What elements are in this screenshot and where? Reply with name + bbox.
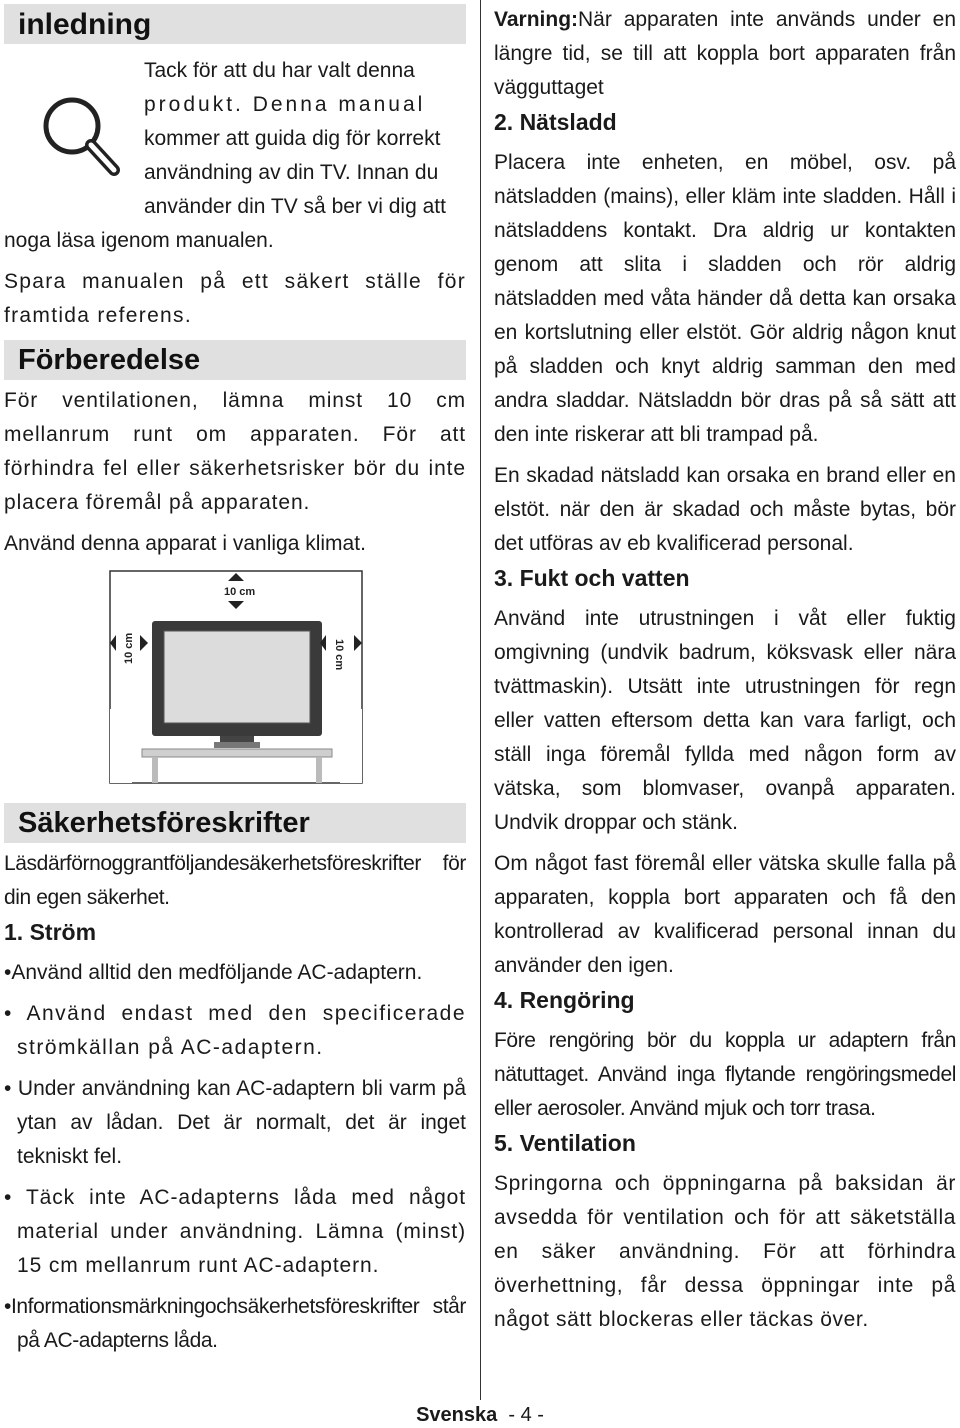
magnifier-icon (36, 90, 126, 180)
power-bullet-1: •Använd alltid den medföljande AC-adaptern. (4, 961, 423, 984)
left-column (4, 0, 466, 1358)
cord-text-1: Placera inte enheten, en möbel, osv. på nätsladden (mains), eller kläm inte sladden. Håll i nätsladdens kontakt. Dra aldrig ur kontakten genom att slita i sladden och rör aldrig nätsladden med våta händer då detta kan orsaka en kortslutning eller elstöt. Gör aldrig någon knut på sladden och knyt aldrig samman den med andra sladdar. Nätsladdn bör dras på så sätt att den inte riskerar att bli trampad på. (494, 151, 956, 446)
diagram-label-right: 10 cm (333, 639, 345, 671)
intro-line-5: använder din TV så ber vi dig att (144, 195, 446, 218)
ventilation-diagram (108, 569, 368, 789)
water-text-1: Använd inte utrustningen i våt eller fuktig omgivning (undvik badrum, köksvask eller nära tvättmaskin). Utsätt inte utrustningen för regn eller vatten eftersom detta kan vara farligt, och ställ inga föremål fyllda med någon form av vätska, som blomvaser, ovanpå apparaten. Undvik droppar och stänk. (494, 607, 956, 834)
intro-save: Spara manualen på ett säkert ställe för framtida referens. (4, 270, 466, 327)
column-divider (480, 0, 481, 1400)
power-bullet-4: • Täck inte AC-adapterns låda med något material under användning. Lämna (minst) 15 cm mellanrum runt AC-adaptern. (4, 1186, 466, 1277)
warning-paragraph (494, 3, 956, 105)
power-bullet-3: • Under användning kan AC-adaptern bli varm på ytan av lådan. Det är normalt, det är inget tekniskt fel. (4, 1077, 466, 1168)
intro-heading: inledning (4, 4, 466, 44)
footer-page-number: - 4 - (508, 1404, 544, 1426)
safety-intro: Läsdärförnoggrantföljandesäkerhetsföreskrifter för din egen säkerhet. (4, 852, 466, 909)
vent-text: Springorna och öppningarna på baksidan är avsedda för ventilation och för att säketställa en säker användning. För att förhindra överhettning, får dessa öppningar inte på något sätt blockeras eller täckas över. (494, 1172, 956, 1331)
prep-text: För ventilationen, lämna minst 10 cm mellanrum runt om apparaten. För att förhindra fel eller säkerhetsrisker bör du inte placera föremål på apparaten. (4, 389, 466, 514)
clean-text: Före rengöring bör du koppla ur adaptern från nätuttaget. Använd inga flytande rengöringsmedel eller aerosoler. Använd mjuk och torr trasa. (494, 1029, 956, 1120)
page-footer (0, 1404, 960, 1427)
power-bullet-5: •Informationsmärkningochsäkerhetsföreskrifter står på AC-adapterns låda. (4, 1295, 466, 1352)
diagram-label-left: 10 cm (123, 632, 135, 664)
prep-climate: Använd denna apparat i vanliga klimat. (4, 532, 366, 555)
intro-line-2: produkt. Denna manual (144, 93, 426, 116)
prep-heading: Förberedelse (4, 340, 466, 380)
warning-label: Varning: (494, 8, 579, 31)
intro-tail: noga läsa igenom manualen. (4, 229, 274, 252)
power-heading: 1. Ström (4, 919, 97, 945)
water-text-2: Om något fast föremål eller vätska skulle falla på apparaten, koppla bort apparaten och få den kontrollerad av kvalificerad personal innan du använder den igen. (494, 852, 956, 977)
water-heading: 3. Fukt och vatten (494, 565, 690, 591)
clean-heading: 4. Rengöring (494, 987, 635, 1013)
intro-section (4, 54, 466, 333)
power-bullet-2: • Använd endast med den specificerade strömkällan på AC-adaptern. (4, 1002, 466, 1059)
right-column (494, 3, 956, 1337)
intro-line-1: Tack för att du har valt denna (144, 59, 415, 82)
footer-language: Svenska (416, 1404, 498, 1426)
warning-text: När apparaten inte används under en längre tid, se till att koppla bort apparaten från vägguttaget (494, 8, 956, 99)
cord-text-2: En skadad nätsladd kan orsaka en brand eller en elstöt. när den är skadad och måste bytas, bör det utföras av eb kvalificerad personal. (494, 464, 956, 555)
intro-line-4: användning av din TV. Innan du (144, 161, 439, 184)
cord-heading: 2. Nätsladd (494, 109, 617, 135)
safety-heading: Säkerhetsföreskrifter (4, 803, 466, 843)
diagram-label-top: 10 cm (224, 586, 256, 598)
vent-heading: 5. Ventilation (494, 1130, 636, 1156)
intro-line-3: kommer att guida dig för korrekt (144, 127, 441, 150)
